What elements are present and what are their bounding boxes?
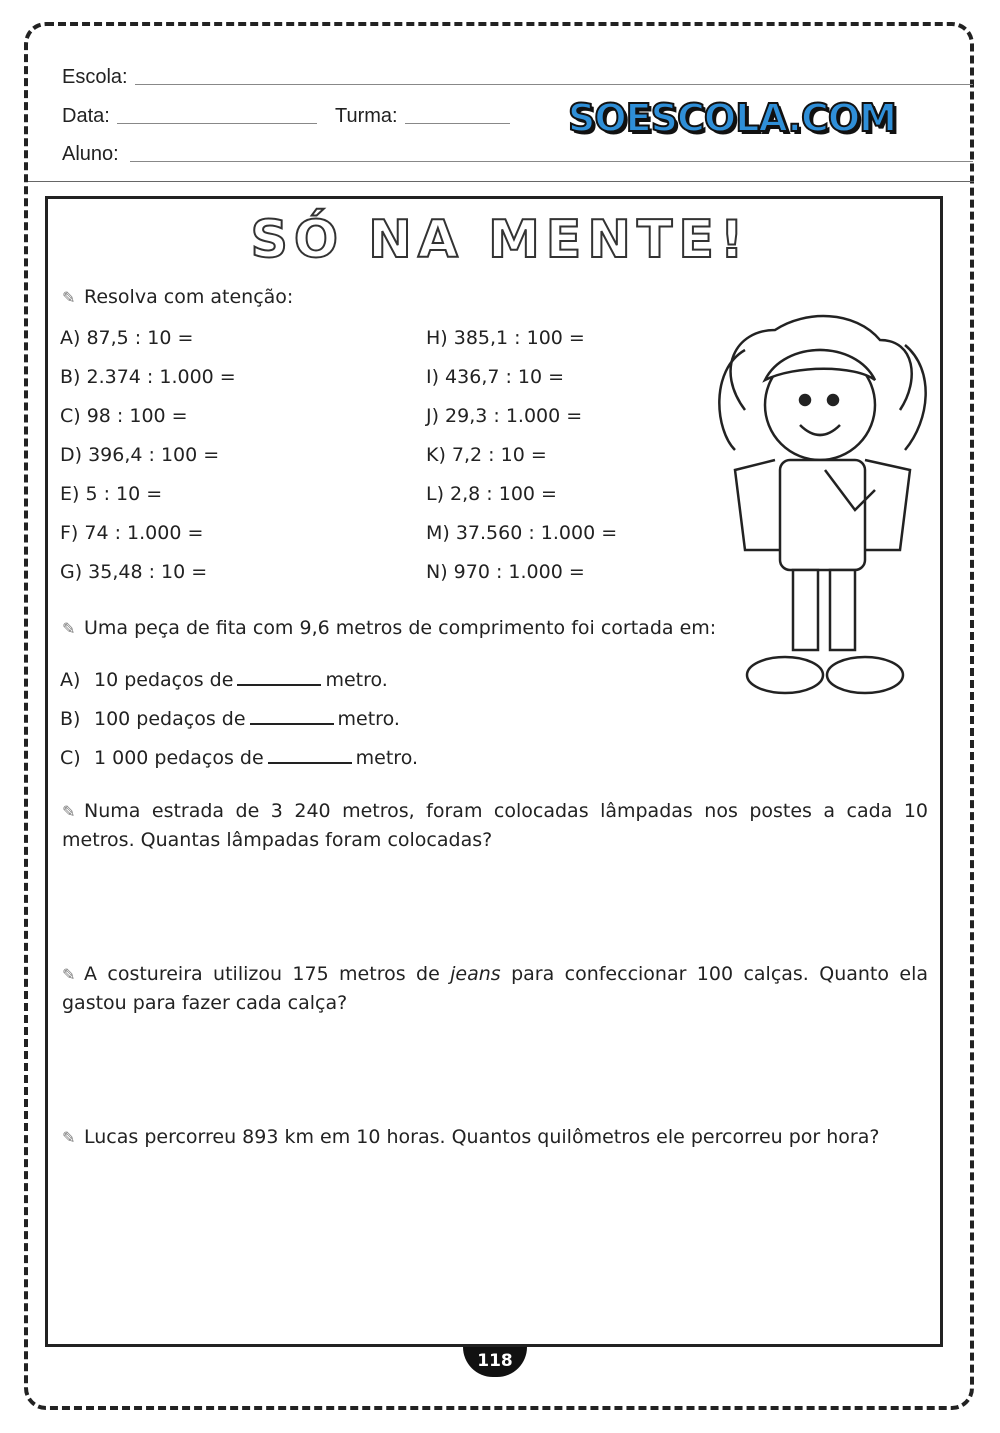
exercise-item: D) 396,4 : 100 = <box>60 444 220 466</box>
data-field[interactable] <box>117 123 317 124</box>
question-3-text: Numa estrada de 3 240 metros, foram colocadas lâmpadas nos postes a cada 10 metros. Quantas lâmpadas foram colocadas? <box>62 800 928 851</box>
fill-item <box>60 747 418 769</box>
q4-italic: jeans <box>450 963 501 985</box>
escola-label: Escola: <box>62 66 128 88</box>
item-label: B) <box>60 708 81 730</box>
answer-blank[interactable] <box>237 684 321 686</box>
question-3 <box>62 797 928 855</box>
question-2 <box>62 617 716 639</box>
worksheet-title: SÓ NA MENTE! <box>250 210 750 270</box>
exercise-item: F) 74 : 1.000 = <box>60 522 204 544</box>
header-divider <box>28 181 974 182</box>
question-2-text: Uma peça de fita com 9,6 metros de comprimento foi cortada em: <box>84 617 717 639</box>
item-post: metro. <box>355 747 419 769</box>
item-pre: 10 pedaços de <box>94 669 234 691</box>
fill-item <box>60 708 400 730</box>
exercise-item: A) 87,5 : 10 = <box>60 327 194 349</box>
pencil-icon: ✎ <box>62 1128 76 1147</box>
item-pre: 100 pedaços de <box>94 708 246 730</box>
exercise-item: J) 29,3 : 1.000 = <box>426 405 583 427</box>
turma-label: Turma: <box>335 105 398 127</box>
pencil-icon: ✎ <box>62 288 76 307</box>
exercise-item: B) 2.374 : 1.000 = <box>60 366 236 388</box>
data-label: Data: <box>62 105 110 127</box>
item-label: C) <box>60 747 81 769</box>
answer-blank[interactable] <box>250 723 334 725</box>
q4-text-post: para confeccionar 100 calças. Quanto ela gastou para fazer cada calça? <box>62 963 928 1014</box>
fill-item <box>60 669 388 691</box>
page-number: 118 <box>463 1347 527 1377</box>
item-post: metro. <box>325 669 388 691</box>
question-5 <box>62 1123 928 1152</box>
pencil-icon: ✎ <box>62 965 76 984</box>
instruction-text: Resolva com atenção: <box>84 286 294 308</box>
girl-illustration <box>705 310 945 710</box>
answer-blank[interactable] <box>268 762 352 764</box>
item-post: metro. <box>337 708 400 730</box>
pencil-icon: ✎ <box>62 619 76 638</box>
exercise-item: C) 98 : 100 = <box>60 405 188 427</box>
q4-text-pre: A costureira utilizou 175 metros de <box>84 963 451 985</box>
pencil-icon: ✎ <box>62 802 76 821</box>
aluno-field[interactable] <box>130 161 973 162</box>
exercise-item: M) 37.560 : 1.000 = <box>426 522 618 544</box>
exercise-item: L) 2,8 : 100 = <box>426 483 557 505</box>
aluno-label: Aluno: <box>62 143 119 165</box>
site-logo: SOESCOLA.COM <box>568 96 896 140</box>
exercise-item: E) 5 : 10 = <box>60 483 163 505</box>
exercise-item: N) 970 : 1.000 = <box>426 561 585 583</box>
escola-field[interactable] <box>135 84 973 85</box>
turma-field[interactable] <box>405 123 510 124</box>
exercise-item: K) 7,2 : 10 = <box>426 444 547 466</box>
item-pre: 1 000 pedaços de <box>94 747 264 769</box>
exercise-item: H) 385,1 : 100 = <box>426 327 585 349</box>
exercise-item: G) 35,48 : 10 = <box>60 561 208 583</box>
instruction-1 <box>62 286 293 308</box>
question-5-text: Lucas percorreu 893 km em 10 horas. Quantos quilômetros ele percorreu por hora? <box>84 1126 880 1148</box>
exercise-item: I) 436,7 : 10 = <box>426 366 565 388</box>
question-4 <box>62 960 928 1018</box>
item-label: A) <box>60 669 81 691</box>
